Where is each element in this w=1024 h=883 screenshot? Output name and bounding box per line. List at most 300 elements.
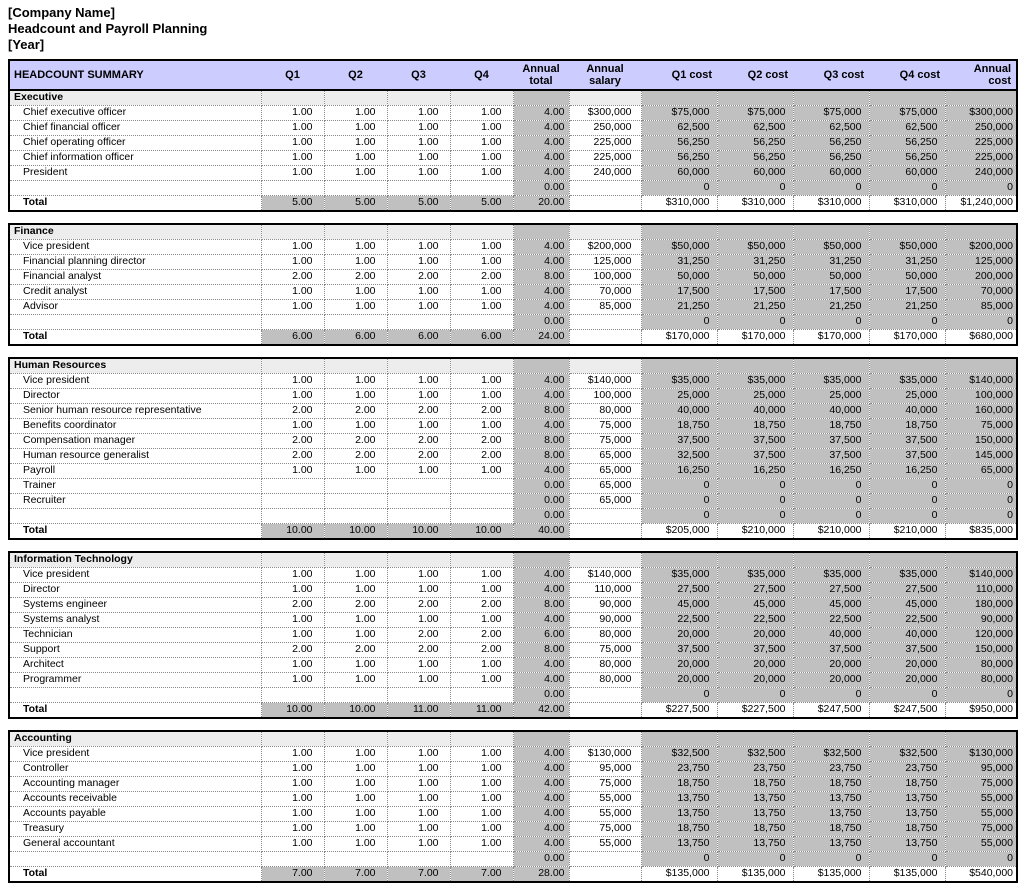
cell-role[interactable]: Chief information officer: [9, 151, 261, 166]
cell-q4-cost[interactable]: 40,000: [869, 628, 945, 643]
cell-q1-cost[interactable]: 60,000: [641, 166, 717, 181]
cell-q1[interactable]: 1.00: [261, 822, 324, 837]
cell-role[interactable]: Architect: [9, 658, 261, 673]
cell-annual-salary[interactable]: $200,000: [569, 240, 641, 255]
cell-q2-cost[interactable]: 13,750: [717, 837, 793, 852]
cell-role[interactable]: Vice president: [9, 568, 261, 583]
cell-q3[interactable]: [387, 224, 450, 240]
cell-q3[interactable]: [387, 90, 450, 106]
cell-q4[interactable]: 1.00: [450, 300, 513, 315]
cell-annual-salary[interactable]: 100,000: [569, 389, 641, 404]
cell-role[interactable]: Chief operating officer: [9, 136, 261, 151]
cell-q2[interactable]: 1.00: [324, 121, 387, 136]
cell-q2-cost[interactable]: [717, 731, 793, 747]
cell-q2[interactable]: 5.00: [324, 196, 387, 212]
cell-q4[interactable]: 1.00: [450, 747, 513, 762]
cell-role[interactable]: Human Resources: [9, 358, 261, 374]
cell-q2-cost[interactable]: $50,000: [717, 240, 793, 255]
cell-q2[interactable]: 10.00: [324, 703, 387, 719]
cell-q3-cost[interactable]: [793, 731, 869, 747]
cell-q4-cost[interactable]: 18,750: [869, 822, 945, 837]
cell-role[interactable]: Accounts receivable: [9, 792, 261, 807]
cell-annual-cost[interactable]: 100,000: [945, 389, 1017, 404]
cell-q4[interactable]: 1.00: [450, 807, 513, 822]
cell-q3[interactable]: 1.00: [387, 807, 450, 822]
cell-q2-cost[interactable]: 21,250: [717, 300, 793, 315]
cell-annual-salary[interactable]: [569, 852, 641, 867]
cell-q2[interactable]: 1.00: [324, 583, 387, 598]
cell-q2[interactable]: [324, 688, 387, 703]
cell-q3[interactable]: 1.00: [387, 151, 450, 166]
cell-q3[interactable]: 1.00: [387, 419, 450, 434]
cell-q2[interactable]: 1.00: [324, 673, 387, 688]
cell-q4-cost[interactable]: $32,500: [869, 747, 945, 762]
cell-annual-salary[interactable]: [569, 688, 641, 703]
cell-q2-cost[interactable]: $210,000: [717, 524, 793, 540]
cell-role[interactable]: Total: [9, 196, 261, 212]
cell-annual-cost[interactable]: 95,000: [945, 762, 1017, 777]
cell-role[interactable]: Technician: [9, 628, 261, 643]
cell-role[interactable]: Systems analyst: [9, 613, 261, 628]
cell-annual-total[interactable]: 24.00: [513, 330, 569, 346]
cell-role[interactable]: Support: [9, 643, 261, 658]
cell-annual-salary[interactable]: 55,000: [569, 792, 641, 807]
cell-q2[interactable]: 1.00: [324, 419, 387, 434]
cell-q4[interactable]: 1.00: [450, 240, 513, 255]
cell-q1[interactable]: 1.00: [261, 255, 324, 270]
cell-annual-total[interactable]: 4.00: [513, 240, 569, 255]
cell-annual-salary[interactable]: [569, 524, 641, 540]
cell-annual-cost[interactable]: $300,000: [945, 106, 1017, 121]
cell-q3-cost[interactable]: $35,000: [793, 568, 869, 583]
cell-role[interactable]: Treasury: [9, 822, 261, 837]
cell-q4[interactable]: 1.00: [450, 583, 513, 598]
cell-q2[interactable]: 1.00: [324, 762, 387, 777]
cell-q4-cost[interactable]: $75,000: [869, 106, 945, 121]
cell-role[interactable]: Systems engineer: [9, 598, 261, 613]
cell-annual-total[interactable]: 0.00: [513, 494, 569, 509]
cell-q3-cost[interactable]: 0: [793, 315, 869, 330]
cell-q1-cost[interactable]: $35,000: [641, 374, 717, 389]
cell-q2[interactable]: 1.00: [324, 285, 387, 300]
cell-annual-salary[interactable]: [569, 509, 641, 524]
cell-role[interactable]: [9, 688, 261, 703]
cell-q3-cost[interactable]: 20,000: [793, 658, 869, 673]
cell-annual-total[interactable]: 4.00: [513, 151, 569, 166]
cell-annual-salary[interactable]: 75,000: [569, 434, 641, 449]
cell-q3[interactable]: [387, 181, 450, 196]
cell-annual-total[interactable]: 4.00: [513, 464, 569, 479]
cell-q2[interactable]: [324, 731, 387, 747]
cell-q4-cost[interactable]: 31,250: [869, 255, 945, 270]
cell-q2-cost[interactable]: [717, 552, 793, 568]
cell-q4[interactable]: 11.00: [450, 703, 513, 719]
cell-q4[interactable]: [450, 494, 513, 509]
cell-q1-cost[interactable]: $310,000: [641, 196, 717, 212]
cell-q2[interactable]: 1.00: [324, 792, 387, 807]
cell-q2[interactable]: 2.00: [324, 643, 387, 658]
cell-annual-total[interactable]: 4.00: [513, 255, 569, 270]
cell-annual-cost[interactable]: 160,000: [945, 404, 1017, 419]
cell-annual-salary[interactable]: $140,000: [569, 568, 641, 583]
cell-q1-cost[interactable]: 40,000: [641, 404, 717, 419]
cell-q3-cost[interactable]: 62,500: [793, 121, 869, 136]
cell-q2-cost[interactable]: 45,000: [717, 598, 793, 613]
cell-q2[interactable]: [324, 479, 387, 494]
cell-annual-total[interactable]: 42.00: [513, 703, 569, 719]
cell-annual-total[interactable]: 20.00: [513, 196, 569, 212]
cell-q3[interactable]: 1.00: [387, 673, 450, 688]
cell-q3[interactable]: 1.00: [387, 583, 450, 598]
cell-q1-cost[interactable]: 13,750: [641, 837, 717, 852]
cell-q3[interactable]: [387, 731, 450, 747]
cell-q1[interactable]: [261, 479, 324, 494]
cell-q1-cost[interactable]: $227,500: [641, 703, 717, 719]
cell-q2-cost[interactable]: $170,000: [717, 330, 793, 346]
cell-annual-total[interactable]: 40.00: [513, 524, 569, 540]
cell-annual-salary[interactable]: [569, 196, 641, 212]
cell-q4-cost[interactable]: [869, 731, 945, 747]
cell-role[interactable]: Financial analyst: [9, 270, 261, 285]
cell-q1-cost[interactable]: 0: [641, 509, 717, 524]
cell-q4-cost[interactable]: 50,000: [869, 270, 945, 285]
cell-q3-cost[interactable]: $50,000: [793, 240, 869, 255]
cell-q4-cost[interactable]: 27,500: [869, 583, 945, 598]
cell-q3-cost[interactable]: 31,250: [793, 255, 869, 270]
cell-annual-total[interactable]: 4.00: [513, 374, 569, 389]
cell-annual-cost[interactable]: 0: [945, 479, 1017, 494]
cell-annual-cost[interactable]: 110,000: [945, 583, 1017, 598]
cell-q2-cost[interactable]: 22,500: [717, 613, 793, 628]
cell-q3[interactable]: 1.00: [387, 837, 450, 852]
cell-q4-cost[interactable]: 18,750: [869, 777, 945, 792]
cell-q3-cost[interactable]: [793, 224, 869, 240]
cell-q1-cost[interactable]: 0: [641, 315, 717, 330]
cell-q3-cost[interactable]: 13,750: [793, 807, 869, 822]
cell-annual-total[interactable]: 0.00: [513, 509, 569, 524]
cell-annual-total[interactable]: 0.00: [513, 688, 569, 703]
cell-annual-total[interactable]: 4.00: [513, 389, 569, 404]
cell-annual-salary[interactable]: [569, 703, 641, 719]
cell-q1[interactable]: 2.00: [261, 598, 324, 613]
cell-q2[interactable]: 1.00: [324, 807, 387, 822]
cell-q2[interactable]: 1.00: [324, 255, 387, 270]
cell-annual-salary[interactable]: 225,000: [569, 151, 641, 166]
cell-q2-cost[interactable]: $75,000: [717, 106, 793, 121]
cell-q3[interactable]: [387, 358, 450, 374]
cell-q2[interactable]: 2.00: [324, 598, 387, 613]
cell-q4-cost[interactable]: 13,750: [869, 837, 945, 852]
cell-q1[interactable]: 1.00: [261, 136, 324, 151]
cell-q4-cost[interactable]: [869, 90, 945, 106]
cell-q4[interactable]: [450, 552, 513, 568]
cell-q3[interactable]: 1.00: [387, 747, 450, 762]
cell-q1[interactable]: 10.00: [261, 524, 324, 540]
cell-annual-salary[interactable]: 90,000: [569, 598, 641, 613]
cell-q4[interactable]: 1.00: [450, 658, 513, 673]
cell-role[interactable]: Accounting manager: [9, 777, 261, 792]
cell-q3-cost[interactable]: 45,000: [793, 598, 869, 613]
cell-q3[interactable]: 5.00: [387, 196, 450, 212]
cell-q1[interactable]: 1.00: [261, 121, 324, 136]
cell-annual-salary[interactable]: [569, 90, 641, 106]
cell-q2[interactable]: 1.00: [324, 136, 387, 151]
cell-annual-total[interactable]: 0.00: [513, 181, 569, 196]
cell-q1[interactable]: [261, 315, 324, 330]
cell-q1[interactable]: 1.00: [261, 747, 324, 762]
cell-q3[interactable]: [387, 852, 450, 867]
cell-q2[interactable]: 7.00: [324, 867, 387, 883]
cell-q3-cost[interactable]: $75,000: [793, 106, 869, 121]
cell-q2-cost[interactable]: 20,000: [717, 673, 793, 688]
cell-annual-total[interactable]: 4.00: [513, 583, 569, 598]
cell-q3[interactable]: 2.00: [387, 598, 450, 613]
cell-role[interactable]: Accounts payable: [9, 807, 261, 822]
cell-annual-salary[interactable]: $130,000: [569, 747, 641, 762]
cell-q4[interactable]: 1.00: [450, 822, 513, 837]
cell-role[interactable]: Human resource generalist: [9, 449, 261, 464]
cell-annual-salary[interactable]: 80,000: [569, 673, 641, 688]
cell-q3-cost[interactable]: 0: [793, 181, 869, 196]
cell-q2-cost[interactable]: 0: [717, 688, 793, 703]
cell-q3[interactable]: 1.00: [387, 136, 450, 151]
cell-annual-total[interactable]: 4.00: [513, 106, 569, 121]
cell-q3[interactable]: 1.00: [387, 285, 450, 300]
cell-q4-cost[interactable]: $210,000: [869, 524, 945, 540]
cell-q2-cost[interactable]: 18,750: [717, 419, 793, 434]
cell-q3[interactable]: 1.00: [387, 121, 450, 136]
cell-q2-cost[interactable]: 13,750: [717, 792, 793, 807]
cell-q2-cost[interactable]: 0: [717, 479, 793, 494]
cell-role[interactable]: Programmer: [9, 673, 261, 688]
cell-q3[interactable]: 2.00: [387, 270, 450, 285]
cell-annual-salary[interactable]: $140,000: [569, 374, 641, 389]
cell-q4[interactable]: 2.00: [450, 598, 513, 613]
cell-q1-cost[interactable]: 37,500: [641, 643, 717, 658]
cell-q1-cost[interactable]: $170,000: [641, 330, 717, 346]
cell-q1[interactable]: 1.00: [261, 374, 324, 389]
cell-q2-cost[interactable]: 56,250: [717, 151, 793, 166]
cell-annual-total[interactable]: 6.00: [513, 628, 569, 643]
cell-q4-cost[interactable]: 0: [869, 315, 945, 330]
cell-annual-salary[interactable]: $300,000: [569, 106, 641, 121]
cell-q3-cost[interactable]: 37,500: [793, 643, 869, 658]
cell-annual-cost[interactable]: 125,000: [945, 255, 1017, 270]
cell-annual-cost[interactable]: 150,000: [945, 434, 1017, 449]
cell-q2-cost[interactable]: $35,000: [717, 374, 793, 389]
cell-q4[interactable]: 1.00: [450, 464, 513, 479]
cell-q4-cost[interactable]: $35,000: [869, 568, 945, 583]
cell-annual-cost[interactable]: $835,000: [945, 524, 1017, 540]
cell-annual-total[interactable]: 4.00: [513, 136, 569, 151]
cell-q3-cost[interactable]: 0: [793, 688, 869, 703]
cell-annual-total[interactable]: 4.00: [513, 285, 569, 300]
cell-annual-total[interactable]: 4.00: [513, 747, 569, 762]
cell-annual-cost[interactable]: [945, 224, 1017, 240]
cell-q3-cost[interactable]: 22,500: [793, 613, 869, 628]
cell-annual-salary[interactable]: 80,000: [569, 628, 641, 643]
cell-q3-cost[interactable]: $32,500: [793, 747, 869, 762]
cell-q1-cost[interactable]: 18,750: [641, 822, 717, 837]
cell-q4-cost[interactable]: 20,000: [869, 673, 945, 688]
cell-q1[interactable]: 2.00: [261, 434, 324, 449]
cell-q1[interactable]: 2.00: [261, 270, 324, 285]
cell-q1[interactable]: 1.00: [261, 777, 324, 792]
cell-annual-cost[interactable]: 250,000: [945, 121, 1017, 136]
cell-annual-cost[interactable]: $200,000: [945, 240, 1017, 255]
cell-annual-total[interactable]: 8.00: [513, 270, 569, 285]
cell-q3-cost[interactable]: 16,250: [793, 464, 869, 479]
cell-q2[interactable]: 1.00: [324, 374, 387, 389]
cell-role[interactable]: Recruiter: [9, 494, 261, 509]
cell-q3-cost[interactable]: $170,000: [793, 330, 869, 346]
cell-q2-cost[interactable]: 37,500: [717, 643, 793, 658]
cell-q3-cost[interactable]: 37,500: [793, 434, 869, 449]
cell-q3-cost[interactable]: [793, 552, 869, 568]
cell-q2[interactable]: 1.00: [324, 822, 387, 837]
cell-q1[interactable]: [261, 509, 324, 524]
cell-role[interactable]: Chief financial officer: [9, 121, 261, 136]
cell-annual-cost[interactable]: 180,000: [945, 598, 1017, 613]
cell-annual-total[interactable]: 4.00: [513, 792, 569, 807]
cell-annual-total[interactable]: 4.00: [513, 673, 569, 688]
cell-q1-cost[interactable]: 18,750: [641, 777, 717, 792]
cell-annual-total[interactable]: [513, 552, 569, 568]
cell-q1[interactable]: 1.00: [261, 240, 324, 255]
cell-annual-cost[interactable]: 0: [945, 688, 1017, 703]
cell-q3[interactable]: [387, 479, 450, 494]
cell-q2[interactable]: [324, 224, 387, 240]
cell-q1[interactable]: 1.00: [261, 464, 324, 479]
cell-annual-total[interactable]: 4.00: [513, 807, 569, 822]
cell-annual-salary[interactable]: 95,000: [569, 762, 641, 777]
cell-annual-cost[interactable]: 70,000: [945, 285, 1017, 300]
cell-q2-cost[interactable]: 20,000: [717, 628, 793, 643]
cell-annual-total[interactable]: 4.00: [513, 762, 569, 777]
cell-q1[interactable]: 2.00: [261, 404, 324, 419]
cell-annual-salary[interactable]: 100,000: [569, 270, 641, 285]
cell-annual-salary[interactable]: [569, 330, 641, 346]
cell-q3[interactable]: 1.00: [387, 300, 450, 315]
cell-annual-total[interactable]: 4.00: [513, 300, 569, 315]
cell-annual-cost[interactable]: 75,000: [945, 419, 1017, 434]
cell-annual-salary[interactable]: 85,000: [569, 300, 641, 315]
cell-q2-cost[interactable]: 0: [717, 315, 793, 330]
cell-q4[interactable]: 2.00: [450, 404, 513, 419]
cell-annual-salary[interactable]: 65,000: [569, 479, 641, 494]
cell-q1-cost[interactable]: 37,500: [641, 434, 717, 449]
cell-annual-cost[interactable]: $1,240,000: [945, 196, 1017, 212]
cell-q1-cost[interactable]: 16,250: [641, 464, 717, 479]
cell-annual-total[interactable]: [513, 224, 569, 240]
cell-role[interactable]: Financial planning director: [9, 255, 261, 270]
cell-q3-cost[interactable]: $310,000: [793, 196, 869, 212]
cell-q4-cost[interactable]: 0: [869, 181, 945, 196]
cell-annual-salary[interactable]: 55,000: [569, 837, 641, 852]
cell-q1[interactable]: [261, 224, 324, 240]
cell-q3-cost[interactable]: [793, 90, 869, 106]
cell-q1-cost[interactable]: 50,000: [641, 270, 717, 285]
cell-q2[interactable]: 1.00: [324, 568, 387, 583]
cell-q4-cost[interactable]: 23,750: [869, 762, 945, 777]
cell-q4-cost[interactable]: 17,500: [869, 285, 945, 300]
cell-role[interactable]: [9, 315, 261, 330]
cell-q4-cost[interactable]: 60,000: [869, 166, 945, 181]
cell-q2-cost[interactable]: 18,750: [717, 822, 793, 837]
cell-q4-cost[interactable]: $170,000: [869, 330, 945, 346]
cell-q4[interactable]: 2.00: [450, 270, 513, 285]
cell-q4-cost[interactable]: 18,750: [869, 419, 945, 434]
cell-q4-cost[interactable]: 37,500: [869, 434, 945, 449]
cell-q3[interactable]: 1.00: [387, 777, 450, 792]
cell-q4-cost[interactable]: [869, 224, 945, 240]
cell-role[interactable]: Director: [9, 389, 261, 404]
cell-q1[interactable]: 2.00: [261, 449, 324, 464]
cell-annual-cost[interactable]: 55,000: [945, 792, 1017, 807]
cell-q1-cost[interactable]: 0: [641, 479, 717, 494]
cell-q2-cost[interactable]: 18,750: [717, 777, 793, 792]
cell-q2[interactable]: [324, 552, 387, 568]
cell-q1[interactable]: [261, 688, 324, 703]
cell-role[interactable]: [9, 852, 261, 867]
cell-q3-cost[interactable]: 13,750: [793, 837, 869, 852]
cell-role[interactable]: Advisor: [9, 300, 261, 315]
cell-annual-salary[interactable]: 65,000: [569, 494, 641, 509]
cell-role[interactable]: Compensation manager: [9, 434, 261, 449]
cell-annual-cost[interactable]: 0: [945, 509, 1017, 524]
cell-q2[interactable]: 1.00: [324, 747, 387, 762]
cell-q2[interactable]: 1.00: [324, 658, 387, 673]
cell-annual-total[interactable]: 8.00: [513, 598, 569, 613]
cell-q2[interactable]: 1.00: [324, 151, 387, 166]
cell-annual-salary[interactable]: 65,000: [569, 464, 641, 479]
cell-q4[interactable]: 1.00: [450, 374, 513, 389]
cell-q1-cost[interactable]: [641, 731, 717, 747]
cell-q4-cost[interactable]: $310,000: [869, 196, 945, 212]
cell-annual-cost[interactable]: 80,000: [945, 673, 1017, 688]
cell-annual-total[interactable]: 8.00: [513, 404, 569, 419]
cell-q1-cost[interactable]: $205,000: [641, 524, 717, 540]
cell-annual-salary[interactable]: [569, 867, 641, 883]
cell-q2-cost[interactable]: 27,500: [717, 583, 793, 598]
cell-q2[interactable]: [324, 90, 387, 106]
cell-q3-cost[interactable]: 56,250: [793, 136, 869, 151]
cell-q3[interactable]: 1.00: [387, 106, 450, 121]
cell-q2-cost[interactable]: 31,250: [717, 255, 793, 270]
cell-q1[interactable]: [261, 90, 324, 106]
cell-q2-cost[interactable]: 23,750: [717, 762, 793, 777]
cell-q4-cost[interactable]: 37,500: [869, 449, 945, 464]
cell-q3-cost[interactable]: 40,000: [793, 628, 869, 643]
cell-q4[interactable]: 1.00: [450, 762, 513, 777]
cell-annual-total[interactable]: 0.00: [513, 479, 569, 494]
cell-q2[interactable]: 1.00: [324, 837, 387, 852]
cell-q2-cost[interactable]: 0: [717, 494, 793, 509]
cell-annual-cost[interactable]: 225,000: [945, 151, 1017, 166]
cell-q3-cost[interactable]: 0: [793, 852, 869, 867]
cell-q4-cost[interactable]: 25,000: [869, 389, 945, 404]
cell-annual-cost[interactable]: 65,000: [945, 464, 1017, 479]
cell-annual-cost[interactable]: 75,000: [945, 822, 1017, 837]
cell-annual-cost[interactable]: 90,000: [945, 613, 1017, 628]
cell-q1-cost[interactable]: 31,250: [641, 255, 717, 270]
cell-q4[interactable]: [450, 688, 513, 703]
cell-role[interactable]: Credit analyst: [9, 285, 261, 300]
cell-q1[interactable]: [261, 552, 324, 568]
cell-q3-cost[interactable]: 27,500: [793, 583, 869, 598]
cell-q3[interactable]: 1.00: [387, 374, 450, 389]
cell-q4[interactable]: 1.00: [450, 255, 513, 270]
